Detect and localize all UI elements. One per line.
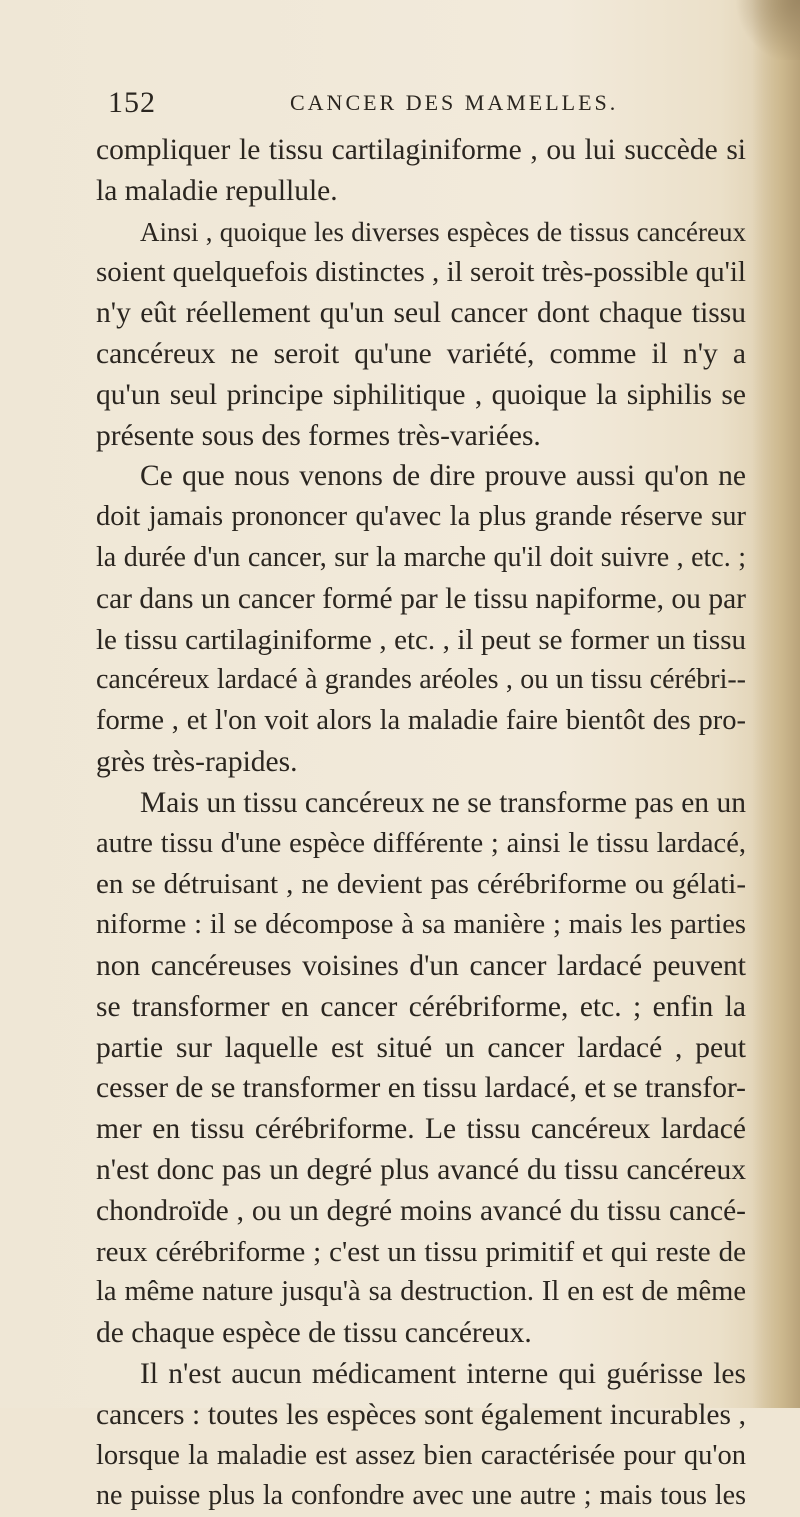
- text-line: qu'un seul principe siphilitique , quoique la siphilis se: [96, 378, 746, 411]
- text-line: chondroïde , ou un degré moins avancé du tissu cancé-: [96, 1194, 746, 1227]
- text-line: cancers : toutes les espèces sont également incurables ,: [96, 1398, 746, 1431]
- text-line: cancéreux lardacé à grandes aréoles , ou un tissu cérébri--: [96, 664, 746, 696]
- page-header: [108, 84, 668, 124]
- page-corner-stain: [730, 0, 800, 60]
- text-line: ne puisse plus la confondre avec une autre ; mais tous les: [96, 1480, 746, 1512]
- text-line: la maladie repullule.: [96, 174, 338, 207]
- running-head: CANCER DES MAMELLES.: [290, 90, 619, 115]
- text-line: autre tissu d'une espèce différente ; ainsi le tissu lardacé,: [96, 827, 746, 859]
- text-line: en se détruisant , ne devient pas cérébriforme ou gélati-: [96, 868, 746, 901]
- text-line: niforme : il se décompose à sa manière ; mais les parties: [96, 909, 746, 941]
- body-text: [96, 130, 746, 1517]
- text-line: grès très-rapides.: [96, 745, 298, 778]
- text-line: n'est donc pas un degré plus avancé du tissu cancéreux: [96, 1153, 746, 1186]
- text-line: non cancéreuses voisines d'un cancer lardacé peuvent: [96, 949, 746, 982]
- page-number: 152: [108, 86, 156, 119]
- text-line: soient quelquefois distinctes , il seroit très-possible qu'il: [96, 256, 746, 289]
- text-line: mer en tissu cérébriforme. Le tissu cancéreux lardacé: [96, 1113, 746, 1146]
- page-edge-shadow: [752, 0, 800, 1408]
- text-line: reux cérébriforme ; c'est un tissu primitif et qui reste de: [96, 1235, 746, 1268]
- text-line: la même nature jusqu'à sa destruction. Il en est de même: [96, 1276, 746, 1308]
- text-line: le tissu cartilaginiforme , etc. , il peut se former un tissu: [96, 623, 746, 656]
- text-line: lorsque la maladie est assez bien caractérisée pour qu'on: [96, 1439, 746, 1471]
- text-line: la durée d'un cancer, sur la marche qu'il doit suivre , etc. ;: [96, 541, 746, 573]
- text-line: n'y eût réellement qu'un seul cancer dont chaque tissu: [96, 297, 746, 330]
- text-line: compliquer le tissu cartilaginiforme , ou lui succède si: [96, 134, 746, 166]
- text-line: se transformer en cancer cérébriforme, etc. ; enfin la: [96, 990, 746, 1023]
- text-line: de chaque espèce de tissu cancéreux.: [96, 1317, 532, 1350]
- text-line: Il n'est aucun médicament interne qui guérisse les: [140, 1357, 746, 1390]
- text-line: présente sous des formes très-variées.: [96, 419, 541, 452]
- text-line: cesser de se transformer en tissu lardacé, et se transfor-: [96, 1072, 746, 1105]
- text-line: doit jamais prononcer qu'avec la plus grande réserve sur: [96, 501, 746, 533]
- text-line: cancéreux ne seroit qu'une variété, comme il n'y a: [96, 337, 746, 370]
- text-line: Ainsi , quoique les diverses espèces de tissus cancéreux: [140, 216, 746, 247]
- text-line: Ce que nous venons de dire prouve aussi qu'on ne: [140, 460, 746, 493]
- text-line: car dans un cancer formé par le tissu napiforme, ou par: [96, 582, 746, 615]
- text-line: forme , et l'on voit alors la maladie faire bientôt des pro-: [96, 705, 746, 737]
- text-line: Mais un tissu cancéreux ne se transforme pas en un: [140, 786, 746, 819]
- text-line: partie sur laquelle est situé un cancer lardacé , peut: [96, 1031, 746, 1064]
